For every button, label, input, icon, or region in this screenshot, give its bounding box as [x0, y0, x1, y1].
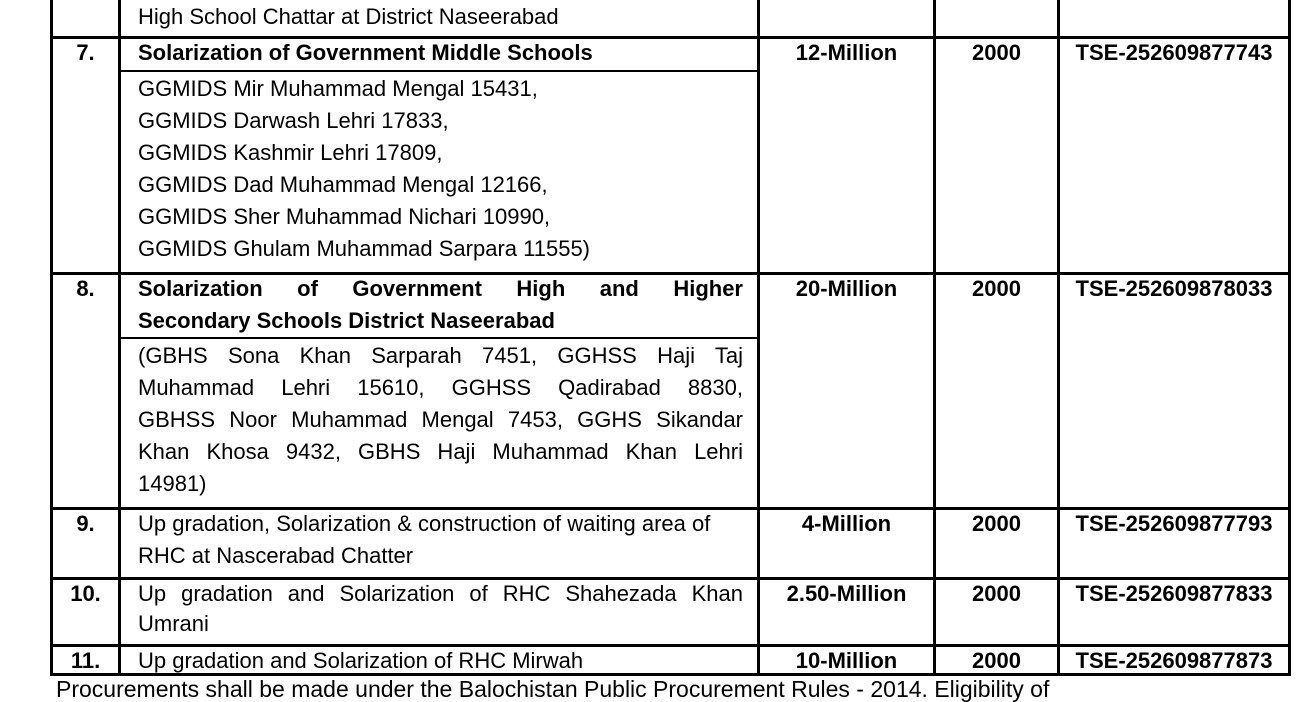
row-9-fee: 2000 — [972, 511, 1021, 536]
row-11-tender-id: TSE-252609877873 — [1075, 648, 1273, 673]
row-separator — [50, 272, 1291, 275]
row-8-number: 8. — [76, 276, 95, 301]
procurement-rules-note: Procurements shall be made under the Balochistan Public Procurement Rules - 2014. Eligibility of — [56, 676, 1050, 702]
row-10-cost: 2.50-Million — [786, 581, 907, 606]
row-8-desc-line: 14981) — [138, 471, 207, 496]
row-7-title: Solarization of Government Middle Schools — [138, 40, 593, 65]
row-7-desc-line: GGMIDS Ghulam Muhammad Sarpara 11555) — [138, 236, 590, 261]
row-8-title-line: Solarization of Government High and Higher — [138, 276, 743, 301]
row-7-fee: 2000 — [972, 40, 1021, 65]
row-10-desc-line: Umrani — [138, 611, 209, 636]
row-8-cost: 20-Million — [795, 276, 898, 301]
row-separator — [50, 36, 1291, 39]
row-10-fee: 2000 — [972, 581, 1021, 606]
row-8-desc-line: (GBHS Sona Khan Sarparah 7451, GGHSS Haji Taj — [138, 343, 743, 368]
row-11-number: 11. — [70, 648, 101, 673]
row-7-desc-line: GGMIDS Sher Muhammad Nichari 10990, — [138, 204, 551, 229]
row-7-desc-line: GGMIDS Dad Muhammad Mengal 12166, — [138, 172, 548, 197]
row-10-tender-id: TSE-252609877833 — [1075, 581, 1273, 606]
title-divider — [120, 337, 758, 339]
row-8-desc-line: Khan Khosa 9432, GBHS Haji Muhammad Khan Lehri — [138, 439, 743, 464]
row-11-fee: 2000 — [972, 648, 1021, 673]
row-separator — [50, 644, 1291, 647]
column-divider-cost — [933, 0, 936, 676]
row-separator — [50, 507, 1291, 510]
table-border-right — [1288, 0, 1291, 676]
row-7-desc-line: GGMIDS Darwash Lehri 17833, — [138, 108, 449, 133]
row-7-desc-line: GGMIDS Kashmir Lehri 17809, — [138, 140, 443, 165]
table-border-left — [50, 0, 53, 676]
row-11-description: Up gradation and Solarization of RHC Mirwah — [138, 648, 584, 673]
title-divider — [120, 70, 758, 72]
row-10-desc-line: Up gradation and Solarization of RHC Shahezada Khan — [138, 581, 743, 606]
row-7-desc-line: GGMIDS Mir Muhammad Mengal 15431, — [138, 76, 538, 101]
row-8-title-line: Secondary Schools District Naseerabad — [138, 308, 555, 333]
row-7-tender-id: TSE-252609877743 — [1075, 40, 1273, 65]
row-9-tender-id: TSE-252609877793 — [1075, 511, 1273, 536]
row-9-number: 9. — [76, 511, 95, 536]
column-divider-fee — [1057, 0, 1060, 676]
row-9-desc-line: RHC at Nascerabad Chatter — [138, 543, 414, 568]
prev-row-desc: High School Chattar at District Naseerabad — [138, 4, 559, 29]
row-8-desc-line: Muhammad Lehri 15610, GGHSS Qadirabad 8830, — [138, 375, 743, 400]
row-11-cost: 10-Million — [795, 648, 898, 673]
row-8-fee: 2000 — [972, 276, 1021, 301]
row-10-number: 10. — [70, 581, 101, 606]
row-7-cost: 12-Million — [795, 40, 898, 65]
row-8-tender-id: TSE-252609878033 — [1075, 276, 1273, 301]
row-7-number: 7. — [76, 40, 95, 65]
row-9-desc-line: Up gradation, Solarization & construction of waiting area of — [138, 511, 711, 536]
row-separator — [50, 577, 1291, 580]
row-9-cost: 4-Million — [801, 511, 892, 536]
row-8-desc-line: GBHSS Noor Muhammad Mengal 7453, GGHS Sikandar — [138, 407, 743, 432]
